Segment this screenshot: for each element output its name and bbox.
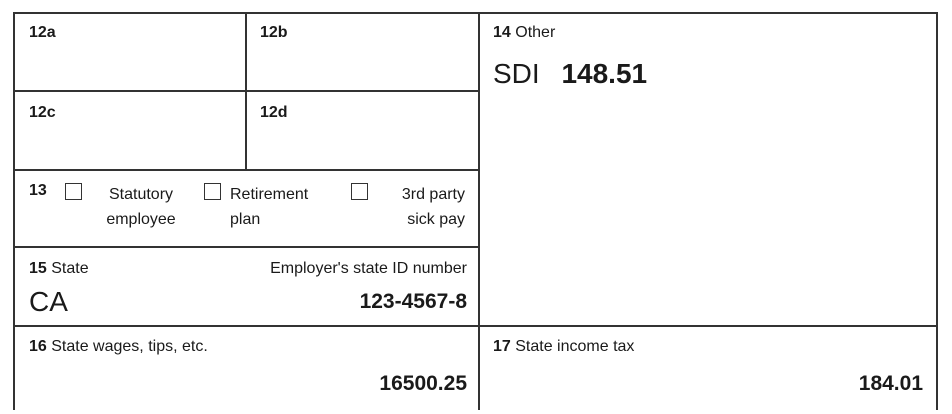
third-party-sick-pay-checkbox[interactable] [351, 183, 368, 200]
box-12b-label: 12b [260, 24, 288, 41]
box-12d-label: 12d [260, 104, 288, 121]
employer-state-id-label: Employer's state ID number [270, 260, 467, 277]
box-12a [29, 24, 56, 42]
divider-12-row [15, 90, 478, 92]
retirement-plan-label: Retirement plan [230, 186, 309, 228]
w2-state-section [13, 12, 938, 410]
box-15-number: 15 [29, 260, 47, 277]
box-15-label: State [51, 260, 89, 277]
statutory-employee-label: Statutory employee [106, 186, 176, 228]
box-17-label: State income tax [515, 338, 635, 355]
box-14-code: SDI [493, 58, 540, 89]
box-14-number: 14 [493, 24, 511, 41]
divider-13-top [15, 169, 478, 171]
state-wages-value: 16500.25 [379, 372, 467, 395]
box-16-label: State wages, tips, etc. [51, 338, 208, 355]
retirement-plan-checkbox[interactable] [204, 183, 221, 200]
box-12b [260, 24, 288, 42]
third-party-sick-pay-label: 3rd party sick pay [401, 186, 465, 228]
box-16 [29, 338, 467, 408]
divider-16-top [15, 325, 936, 327]
box-15 [29, 260, 467, 322]
box-14 [493, 24, 923, 104]
state-value: CA [29, 286, 68, 317]
employer-state-id-value: 123-4567-8 [359, 290, 467, 313]
state-income-tax-value: 184.01 [858, 372, 923, 395]
box-13 [29, 182, 469, 242]
box-12c-label: 12c [29, 104, 56, 121]
divider-15-top [15, 246, 478, 248]
box-14-label: Other [515, 24, 556, 41]
box-12d [260, 104, 288, 122]
box-17 [493, 338, 923, 408]
box-17-number: 17 [493, 338, 511, 355]
statutory-employee-checkbox[interactable] [65, 183, 82, 200]
box-14-amount: 148.51 [561, 58, 648, 89]
box-12c [29, 104, 56, 122]
divider-left-right [478, 14, 480, 410]
box-14-entry [493, 58, 647, 90]
box-12a-label: 12a [29, 24, 56, 41]
box-13-label: 13 [29, 182, 47, 199]
box-16-number: 16 [29, 338, 47, 355]
